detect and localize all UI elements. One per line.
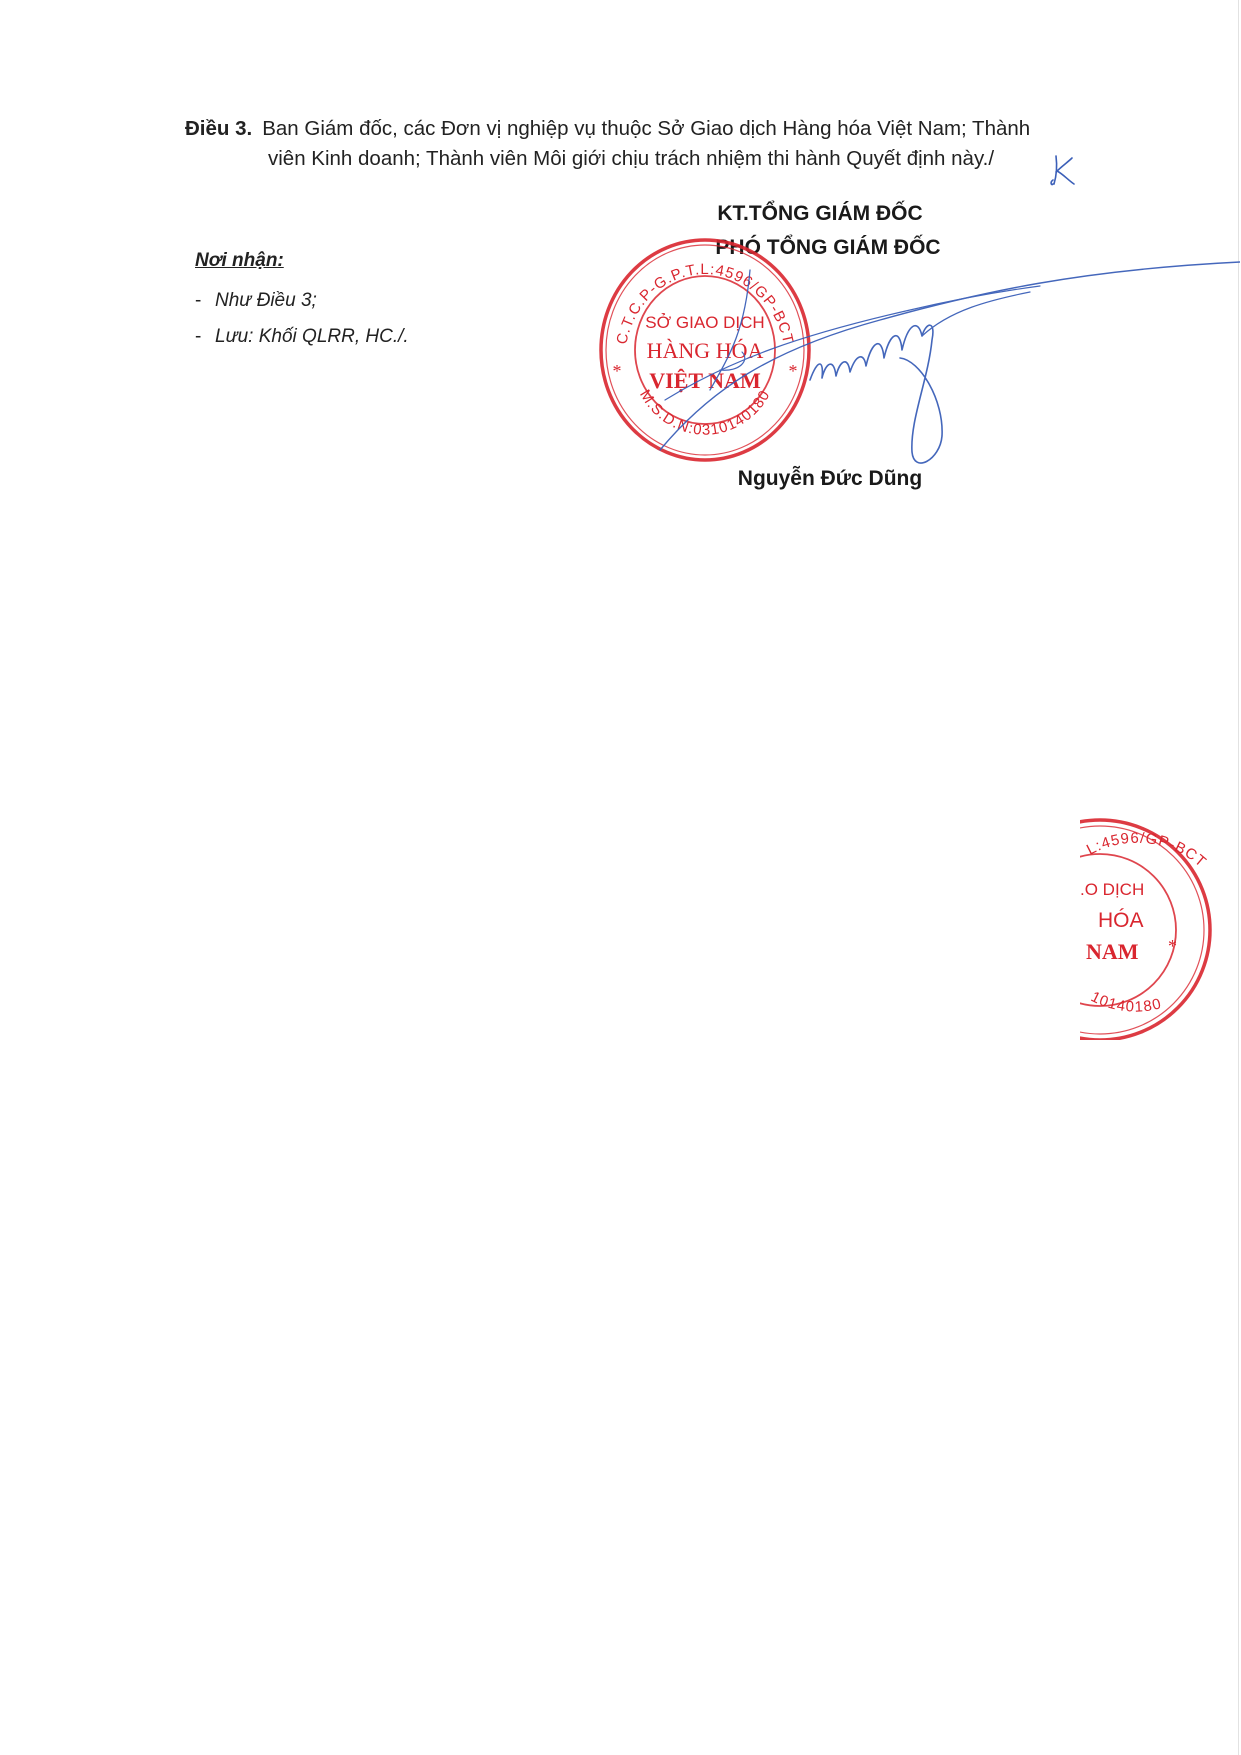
seal-outer-text: C.T.C.P-G.P.T.L:4596/GP-BCT [613,260,797,346]
seal-line-1: SỞ GIAO DỊCH [645,313,765,332]
seal-line-3: VIỆT NAM [649,368,761,393]
edge-seal-line-3: NAM [1086,939,1139,964]
signature-position-line: PHÓ TỔNG GIÁM ĐỐC [715,236,941,259]
handwritten-initial-mark [1048,150,1082,190]
recipient-dash: - [195,290,202,311]
signer-name: Nguyễn Đức Dũng [737,467,923,490]
edge-seal-outer-text: L:4596/GP-BCT [1083,829,1210,872]
seal-bottom-text: M.S.D.N:0310140180 [636,386,774,439]
recipient-item [195,326,409,348]
edge-seal-star-icon: * [1168,936,1177,956]
edge-seal-bottom-text: 10140180 [1088,988,1164,1016]
seal-star-left-icon: * [612,361,622,381]
recipient-text: Như Điều 3; [215,290,317,311]
edge-seal-line-2: HÓA [1098,909,1144,932]
recipient-text: Lưu: Khối QLRR, HC./. [215,326,409,347]
seal-line-2: HÀNG HÓA [646,338,764,363]
recipient-item [195,290,409,312]
article-3-line-1 [185,114,1125,144]
edge-seal-line-1: .O DỊCH [1080,880,1145,899]
recipients-block [195,250,409,362]
recipient-dash: - [195,326,202,347]
article-3-heading: Điều 3. [185,117,253,140]
article-3-text-line-1: Ban Giám đốc, các Đơn vị nghiệp vụ thuộc Sở Giao dịch Hàng hóa Việt Nam; Thành [262,117,1031,140]
article-3-text-line-2: viên Kinh doanh; Thành viên Môi giới chịu trách nhiệm thi hành Quyết định này./ [268,147,995,170]
handwritten-signature [650,240,1240,470]
seal-star-right-icon: * [788,361,798,381]
signature-authority-line: KT.TỔNG GIÁM ĐỐC [717,202,923,225]
recipients-title: Nơi nhận: [195,250,284,271]
partial-edge-seal [1080,800,1241,1040]
article-3 [185,114,1125,174]
